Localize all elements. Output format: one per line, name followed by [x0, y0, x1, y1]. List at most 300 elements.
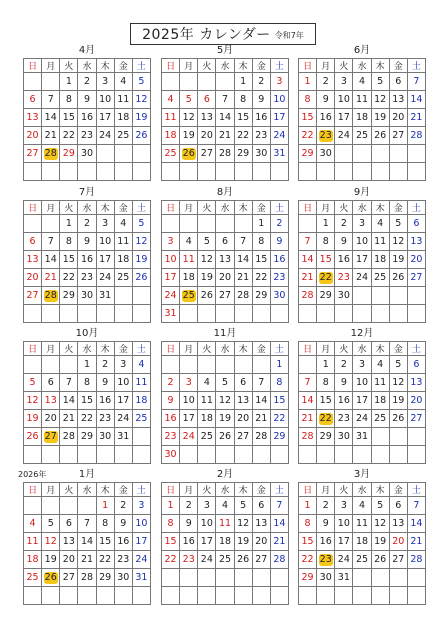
- day-cell: 2: [180, 497, 198, 515]
- day-cell: 8: [78, 374, 96, 392]
- day-cell: 24: [96, 127, 114, 145]
- day-cell: 1: [252, 215, 270, 233]
- day-cell: 6: [252, 497, 270, 515]
- empty-cell: [371, 587, 389, 605]
- day-cell: 3: [114, 356, 132, 374]
- day-cell: 8: [299, 515, 317, 533]
- day-cell: 1: [317, 356, 335, 374]
- weekday-header: 金: [114, 59, 132, 73]
- day-cell: 17: [132, 533, 150, 551]
- day-cell: 28: [216, 145, 234, 163]
- empty-cell: [299, 305, 317, 323]
- empty-cell: [42, 497, 60, 515]
- weekday-header: 月: [317, 59, 335, 73]
- day-cell: 9: [96, 374, 114, 392]
- day-cell: 14: [60, 392, 78, 410]
- title-era: 令和7年: [274, 31, 304, 40]
- day-cell: 30: [270, 287, 288, 305]
- empty-cell: [132, 446, 150, 464]
- empty-cell: [132, 305, 150, 323]
- empty-cell: [162, 73, 180, 91]
- day-cell: 19: [389, 392, 407, 410]
- day-cell: 21: [60, 410, 78, 428]
- day-cell: 30: [317, 145, 335, 163]
- empty-cell: [234, 356, 252, 374]
- day-cell: 17: [180, 410, 198, 428]
- day-cell: 6: [407, 356, 425, 374]
- day-cell: 22: [162, 551, 180, 569]
- empty-cell: [353, 163, 371, 181]
- day-cell: 18: [162, 127, 180, 145]
- month-calendar: [161, 186, 289, 323]
- day-cell: 20: [407, 251, 425, 269]
- weekday-header: 日: [162, 201, 180, 215]
- weekday-header: 土: [132, 342, 150, 356]
- day-cell: 11: [371, 233, 389, 251]
- day-cell: 30: [78, 145, 96, 163]
- day-cell: 4: [180, 233, 198, 251]
- day-cell: 6: [198, 91, 216, 109]
- day-cell: 17: [335, 533, 353, 551]
- day-cell: 2: [270, 215, 288, 233]
- day-cell: 5: [42, 515, 60, 533]
- day-cell: 9: [162, 392, 180, 410]
- empty-cell: [132, 163, 150, 181]
- weekday-header: 土: [132, 201, 150, 215]
- month-calendar: [18, 468, 151, 605]
- empty-cell: [96, 587, 114, 605]
- day-cell: 11: [132, 374, 150, 392]
- empty-cell: [180, 356, 198, 374]
- empty-cell: [198, 446, 216, 464]
- day-cell: 13: [389, 515, 407, 533]
- day-cell: 21: [216, 127, 234, 145]
- empty-cell: [234, 587, 252, 605]
- empty-cell: [180, 569, 198, 587]
- empty-cell: [114, 163, 132, 181]
- day-cell: [42, 428, 60, 446]
- day-cell: 18: [114, 251, 132, 269]
- empty-cell: [389, 569, 407, 587]
- day-cell: 7: [270, 497, 288, 515]
- weekday-header: 水: [353, 201, 371, 215]
- highlighted-day: 23: [319, 129, 332, 141]
- day-cell: 25: [371, 269, 389, 287]
- month-table: [161, 341, 289, 464]
- day-cell: 7: [216, 91, 234, 109]
- month-label: 5月: [216, 45, 234, 56]
- day-cell: 9: [114, 515, 132, 533]
- empty-cell: [270, 587, 288, 605]
- day-cell: 7: [252, 374, 270, 392]
- weekday-header: 金: [252, 342, 270, 356]
- day-cell: 27: [216, 287, 234, 305]
- day-cell: 12: [389, 233, 407, 251]
- day-cell: 11: [24, 533, 42, 551]
- day-cell: 21: [407, 109, 425, 127]
- day-cell: 17: [114, 392, 132, 410]
- weekday-header: 木: [96, 342, 114, 356]
- day-cell: 5: [234, 497, 252, 515]
- month-calendar: [161, 468, 289, 605]
- weekday-header: 金: [114, 342, 132, 356]
- day-cell: 18: [371, 392, 389, 410]
- day-cell: 4: [198, 374, 216, 392]
- day-cell: 25: [353, 127, 371, 145]
- day-cell: 17: [96, 109, 114, 127]
- day-cell: 1: [78, 356, 96, 374]
- day-cell: 19: [234, 533, 252, 551]
- day-cell: 4: [371, 215, 389, 233]
- month-calendar: [298, 468, 426, 605]
- day-cell: 7: [407, 497, 425, 515]
- day-cell: 10: [335, 515, 353, 533]
- empty-cell: [234, 163, 252, 181]
- day-cell: 14: [407, 91, 425, 109]
- day-cell: 3: [132, 497, 150, 515]
- day-cell: 26: [198, 287, 216, 305]
- weekday-header: 木: [234, 201, 252, 215]
- day-cell: 20: [407, 392, 425, 410]
- day-cell: 30: [317, 569, 335, 587]
- empty-cell: [216, 587, 234, 605]
- day-cell: 19: [216, 410, 234, 428]
- day-cell: 30: [114, 569, 132, 587]
- day-cell: 27: [252, 551, 270, 569]
- weekday-header: 金: [252, 201, 270, 215]
- day-cell: 19: [132, 251, 150, 269]
- day-cell: 23: [96, 410, 114, 428]
- weekday-header: 土: [270, 201, 288, 215]
- day-cell: 1: [299, 497, 317, 515]
- day-cell: 22: [234, 127, 252, 145]
- empty-cell: [371, 428, 389, 446]
- weekday-header: 月: [317, 483, 335, 497]
- day-cell: 12: [24, 392, 42, 410]
- day-cell: 8: [60, 233, 78, 251]
- month-label: 6月: [353, 45, 371, 56]
- day-cell: 8: [234, 91, 252, 109]
- day-cell: 14: [252, 392, 270, 410]
- day-cell: 4: [24, 515, 42, 533]
- empty-cell: [24, 163, 42, 181]
- day-cell: 21: [234, 269, 252, 287]
- weekday-header: 水: [216, 342, 234, 356]
- day-cell: 15: [270, 392, 288, 410]
- empty-cell: [389, 163, 407, 181]
- day-cell: 6: [42, 374, 60, 392]
- day-cell: 10: [270, 91, 288, 109]
- empty-cell: [270, 569, 288, 587]
- day-cell: 12: [132, 91, 150, 109]
- weekday-header: 日: [299, 342, 317, 356]
- day-cell: 11: [353, 515, 371, 533]
- day-cell: 6: [389, 73, 407, 91]
- month-table: [298, 200, 426, 323]
- day-cell: 18: [216, 533, 234, 551]
- day-cell: 12: [371, 91, 389, 109]
- day-cell: 29: [317, 428, 335, 446]
- empty-cell: [407, 569, 425, 587]
- empty-cell: [198, 215, 216, 233]
- month-calendar: [23, 327, 151, 464]
- highlighted-day: 28: [44, 147, 57, 159]
- empty-cell: [162, 356, 180, 374]
- day-cell: 25: [132, 410, 150, 428]
- day-cell: 25: [371, 410, 389, 428]
- day-cell: 25: [114, 269, 132, 287]
- day-cell: 19: [371, 109, 389, 127]
- day-cell: 15: [252, 251, 270, 269]
- empty-cell: [216, 163, 234, 181]
- day-cell: 3: [353, 356, 371, 374]
- weekday-header: 水: [216, 201, 234, 215]
- empty-cell: [198, 73, 216, 91]
- day-cell: 13: [24, 109, 42, 127]
- day-cell: 5: [180, 91, 198, 109]
- day-cell: 7: [299, 233, 317, 251]
- day-cell: 2: [96, 356, 114, 374]
- day-cell: 4: [216, 497, 234, 515]
- day-cell: 20: [216, 269, 234, 287]
- weekday-header: 金: [114, 201, 132, 215]
- weekday-header: 水: [78, 201, 96, 215]
- weekday-header: 水: [216, 483, 234, 497]
- day-cell: 22: [60, 127, 78, 145]
- day-cell: 3: [198, 497, 216, 515]
- empty-cell: [216, 215, 234, 233]
- empty-cell: [335, 305, 353, 323]
- day-cell: 13: [42, 392, 60, 410]
- highlighted-day: 22: [319, 412, 332, 424]
- day-cell: 10: [353, 233, 371, 251]
- highlighted-day: 28: [44, 289, 57, 301]
- weekday-header: 火: [335, 201, 353, 215]
- day-cell: 8: [317, 233, 335, 251]
- weekday-header: 金: [389, 201, 407, 215]
- day-cell: 16: [162, 410, 180, 428]
- day-cell: 14: [299, 392, 317, 410]
- day-cell: 28: [252, 428, 270, 446]
- day-cell: 2: [252, 73, 270, 91]
- weekday-header: 火: [198, 59, 216, 73]
- day-cell: 21: [78, 551, 96, 569]
- weekday-header: 土: [270, 59, 288, 73]
- weekday-header: 日: [299, 59, 317, 73]
- day-cell: 9: [270, 233, 288, 251]
- day-cell: 10: [180, 392, 198, 410]
- empty-cell: [198, 569, 216, 587]
- day-cell: 22: [60, 269, 78, 287]
- day-cell: 9: [180, 515, 198, 533]
- weekday-header: 火: [60, 483, 78, 497]
- day-cell: [180, 287, 198, 305]
- day-cell: 26: [234, 551, 252, 569]
- weekday-header: 日: [24, 59, 42, 73]
- month-label: 12月: [350, 328, 374, 339]
- empty-cell: [371, 287, 389, 305]
- day-cell: 29: [96, 569, 114, 587]
- day-cell: [180, 145, 198, 163]
- empty-cell: [299, 163, 317, 181]
- month-calendar: [23, 186, 151, 323]
- day-cell: 30: [162, 446, 180, 464]
- day-cell: 10: [198, 515, 216, 533]
- day-cell: 30: [335, 428, 353, 446]
- day-cell: 10: [162, 251, 180, 269]
- day-cell: 20: [389, 533, 407, 551]
- month-label: 7月: [78, 187, 96, 198]
- calendar-title: [130, 23, 316, 45]
- day-cell: 8: [317, 374, 335, 392]
- day-cell: 11: [371, 374, 389, 392]
- empty-cell: [96, 446, 114, 464]
- day-cell: 9: [317, 515, 335, 533]
- empty-cell: [252, 569, 270, 587]
- empty-cell: [353, 446, 371, 464]
- empty-cell: [216, 446, 234, 464]
- day-cell: 15: [96, 533, 114, 551]
- day-cell: 3: [180, 374, 198, 392]
- empty-cell: [114, 446, 132, 464]
- empty-cell: [353, 305, 371, 323]
- day-cell: [317, 127, 335, 145]
- day-cell: 15: [317, 251, 335, 269]
- day-cell: 8: [299, 91, 317, 109]
- day-cell: 6: [60, 515, 78, 533]
- day-cell: 12: [180, 109, 198, 127]
- day-cell: 3: [335, 497, 353, 515]
- empty-cell: [198, 356, 216, 374]
- day-cell: 21: [299, 410, 317, 428]
- empty-cell: [317, 163, 335, 181]
- day-cell: 21: [299, 269, 317, 287]
- weekday-header: 木: [234, 483, 252, 497]
- empty-cell: [299, 446, 317, 464]
- day-cell: 25: [162, 145, 180, 163]
- day-cell: 7: [42, 91, 60, 109]
- day-cell: 16: [335, 251, 353, 269]
- empty-cell: [234, 305, 252, 323]
- empty-cell: [60, 446, 78, 464]
- month-calendar: [23, 44, 151, 181]
- day-cell: 8: [96, 515, 114, 533]
- day-cell: 2: [317, 73, 335, 91]
- day-cell: 3: [96, 215, 114, 233]
- weekday-header: 日: [24, 201, 42, 215]
- day-cell: 31: [132, 569, 150, 587]
- weekday-header: 水: [353, 59, 371, 73]
- day-cell: 10: [132, 515, 150, 533]
- weekday-header: 土: [407, 201, 425, 215]
- day-cell: 3: [353, 215, 371, 233]
- day-cell: 28: [299, 428, 317, 446]
- weekday-header: 金: [252, 59, 270, 73]
- day-cell: 9: [78, 91, 96, 109]
- empty-cell: [180, 446, 198, 464]
- month-table: [298, 58, 426, 181]
- day-cell: 17: [198, 533, 216, 551]
- month-calendar: [298, 186, 426, 323]
- empty-cell: [180, 587, 198, 605]
- empty-cell: [60, 163, 78, 181]
- empty-cell: [96, 145, 114, 163]
- empty-cell: [96, 163, 114, 181]
- day-cell: 28: [78, 569, 96, 587]
- day-cell: 1: [162, 497, 180, 515]
- day-cell: 23: [78, 127, 96, 145]
- empty-cell: [60, 497, 78, 515]
- empty-cell: [234, 569, 252, 587]
- day-cell: 21: [42, 269, 60, 287]
- day-cell: 24: [96, 269, 114, 287]
- weekday-header: 火: [198, 342, 216, 356]
- empty-cell: [60, 356, 78, 374]
- weekday-header: 日: [162, 342, 180, 356]
- empty-cell: [299, 215, 317, 233]
- day-cell: 21: [407, 533, 425, 551]
- month-calendar: [161, 44, 289, 181]
- day-cell: 10: [335, 91, 353, 109]
- day-cell: 14: [299, 251, 317, 269]
- weekday-header: 木: [371, 342, 389, 356]
- month-calendar: [298, 327, 426, 464]
- day-cell: 13: [216, 251, 234, 269]
- day-cell: 4: [114, 215, 132, 233]
- day-cell: 22: [252, 269, 270, 287]
- weekday-header: 月: [180, 483, 198, 497]
- day-cell: 29: [78, 428, 96, 446]
- empty-cell: [198, 305, 216, 323]
- day-cell: 15: [299, 109, 317, 127]
- day-cell: 1: [270, 356, 288, 374]
- empty-cell: [24, 497, 42, 515]
- day-cell: 30: [252, 145, 270, 163]
- empty-cell: [299, 356, 317, 374]
- empty-cell: [78, 446, 96, 464]
- day-cell: 11: [114, 233, 132, 251]
- month-table: [23, 482, 151, 605]
- day-cell: 19: [198, 269, 216, 287]
- day-cell: 18: [24, 551, 42, 569]
- day-cell: 30: [96, 428, 114, 446]
- month-label: 1月 2026年: [18, 469, 96, 480]
- empty-cell: [252, 356, 270, 374]
- month-calendar: [161, 327, 289, 464]
- day-cell: 23: [162, 428, 180, 446]
- day-cell: 3: [96, 73, 114, 91]
- day-cell: 5: [132, 215, 150, 233]
- empty-cell: [114, 145, 132, 163]
- day-cell: 2: [78, 73, 96, 91]
- day-cell: 19: [180, 127, 198, 145]
- day-cell: 28: [299, 287, 317, 305]
- day-cell: 21: [42, 127, 60, 145]
- day-cell: 8: [60, 91, 78, 109]
- day-cell: 15: [78, 392, 96, 410]
- day-cell: 13: [407, 233, 425, 251]
- day-cell: 14: [270, 515, 288, 533]
- empty-cell: [162, 163, 180, 181]
- day-cell: 19: [132, 109, 150, 127]
- day-cell: 5: [389, 215, 407, 233]
- day-cell: 16: [335, 392, 353, 410]
- empty-cell: [407, 446, 425, 464]
- weekday-header: 土: [132, 483, 150, 497]
- day-cell: 28: [234, 287, 252, 305]
- empty-cell: [335, 163, 353, 181]
- weekday-header: 水: [78, 59, 96, 73]
